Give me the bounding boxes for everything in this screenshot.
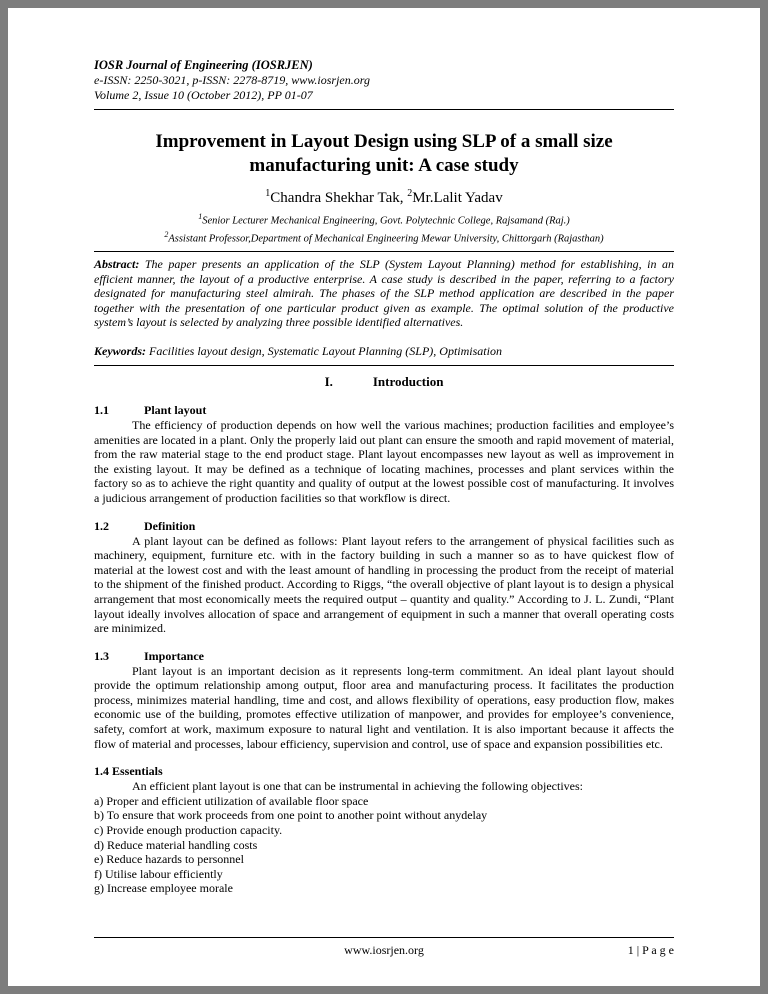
keywords-label: Keywords: [94,343,146,358]
section-title: Introduction [372,373,444,389]
essentials-item-d: d) Reduce material handling costs [94,837,258,852]
keywords-text: Facilities layout design, Systematic Layout Planning (SLP), Optimisation [146,343,502,358]
essentials-item-f: f) Utilise labour efficiently [94,866,223,881]
abstract-text: The paper presents an application of the SLP (System Layout Planning) method for establishing, in an efficient manner, the layout of a productive enterprise. A case study is described in the paper, referring to a factory designated for manufacturing steel almirah. The phases of the SLP method application are described in the paper together with the presentation of one particular product given as example. The optimal solution of the productive system’s layout is selected by analyzing three possible identified alternatives. [94,257,674,330]
author-1-superscript: 1 [265,188,271,199]
subsection-importance [94,649,674,752]
subsection-number: 1.1 [94,402,109,417]
footer-line [94,943,674,958]
subsection-paragraph: The efficiency of production depends on how well the various machines; production facilities and employee’s amenities are located in a plant. Only the properly laid out plant can ensure the smooth and rapid movement of material, from the raw material stage to the end product stage. Plant layout encompasses new layout as well as improvement in the existing layout. It may be defined as a technique of locating machines, processes and plant services within the factory so as to achieve the right quantity and quality of output at the lowest possible cost of manufacturing. It involves a judicious arrangement of production facilities so that workflow is direct. [94,417,674,505]
subsection-number: 1.3 [94,648,109,663]
keywords-line [94,344,674,359]
section-heading-introduction [94,374,674,390]
affiliation-2-superscript: 2 [164,229,169,239]
footer-page-number: 1 | P a g e [627,943,674,957]
affiliations [94,210,674,245]
subsection-number: 1.2 [94,518,109,533]
paper-title: Improvement in Layout Design using SLP of a small size manufacturing unit: A case study [155,131,613,176]
subsection-definition [94,519,674,636]
essentials-item-b: b) To ensure that work proceeds from one point to another point without anydelay [94,808,488,823]
page-footer [94,931,674,958]
essentials-item-a: a) Proper and efficient utilization of available floor space [94,793,369,808]
affiliation-2 [94,228,674,246]
journal-name: IOSR Journal of Engineering (IOSRJEN) [94,58,313,72]
subsection-title: Importance [144,648,204,663]
essentials-intro: An efficient plant layout is one that can be instrumental in achieving the following objectives: [132,779,583,794]
subsection-heading [94,519,674,534]
abstract-top-divider [94,251,674,252]
journal-header [94,58,674,103]
section-number: I. [324,373,333,389]
author-2-superscript: 2 [407,188,413,199]
subsection-paragraph: A plant layout can be defined as follows: Plant layout refers to the arrangement of physical facilities such as machinery, equipment, furniture etc. with in the factory building in such a manner so as to have quickest flow of material at the lowest cost and with the least amount of handling in processing the product from the receipt of material to the shipment of the finished product. According to Riggs, “the overall objective of plant layout is to design a physical arrangement that most economically meets the required output – quantity and quality.” According to J. L. Zundi, “Plant layout ideally involves allocation of space and arrangement of equipment in such a manner that overall operating costs are minimized. [94,533,674,636]
footer-url: www.iosrjen.org [344,943,424,957]
subsection-title: Plant layout [144,402,207,417]
footer-divider [94,937,674,938]
abstract-label: Abstract: [94,257,140,271]
affiliation-2-text: Assistant Professor,Department of Mechanical Engineering Mewar University, Chittorgarh (Rajasthan) [168,233,604,244]
subsection-essentials [94,764,674,896]
subsection-plant-layout [94,403,674,506]
essentials-item-c: c) Provide enough production capacity. [94,823,283,838]
subsection-title: Definition [144,518,196,533]
authors-line [94,188,674,207]
subsection-paragraph: Plant layout is an important decision as it represents long-term commitment. An ideal plant layout should provide the optimum relationship among output, floor area and manufacturing process. It facilitates the production process, minimizes material handling, time and cost, and allows flexibility of operations, easy production flow, makes economic use of the building, promotes effective utilization of manpower, and provides for employee’s convenience, safety, comfort at work, maximum exposure to natural light and ventilation. It is also important because it affects the flow of material and processes, labour efficiency, supervision and control, use of space and expansion possibilities etc. [94,663,674,751]
author-1-name: Chandra Shekhar Tak, [270,190,408,206]
journal-volume-line: Volume 2, Issue 10 (October 2012), PP 01-07 [94,88,313,102]
essentials-item-g: g) Increase employee morale [94,881,233,896]
author-2-name: Mr.Lalit Yadav [412,190,503,206]
subsection-heading [94,403,674,418]
paper-page [8,8,760,986]
affiliation-1 [94,210,674,228]
keywords-bottom-divider [94,365,674,366]
affiliation-1-superscript: 1 [198,212,203,221]
subsection-heading [94,649,674,664]
journal-issn-line: e-ISSN: 2250-3021, p-ISSN: 2278-8719, www.iosrjen.org [94,73,370,87]
essentials-item-e: e) Reduce hazards to personnel [94,852,244,867]
header-divider [94,109,674,110]
abstract-paragraph [94,257,674,330]
affiliation-1-text: Senior Lecturer Mechanical Engineering, Govt. Polytechnic College, Rajsamand (Raj.) [202,215,570,227]
essentials-heading: 1.4 Essentials [94,764,163,779]
